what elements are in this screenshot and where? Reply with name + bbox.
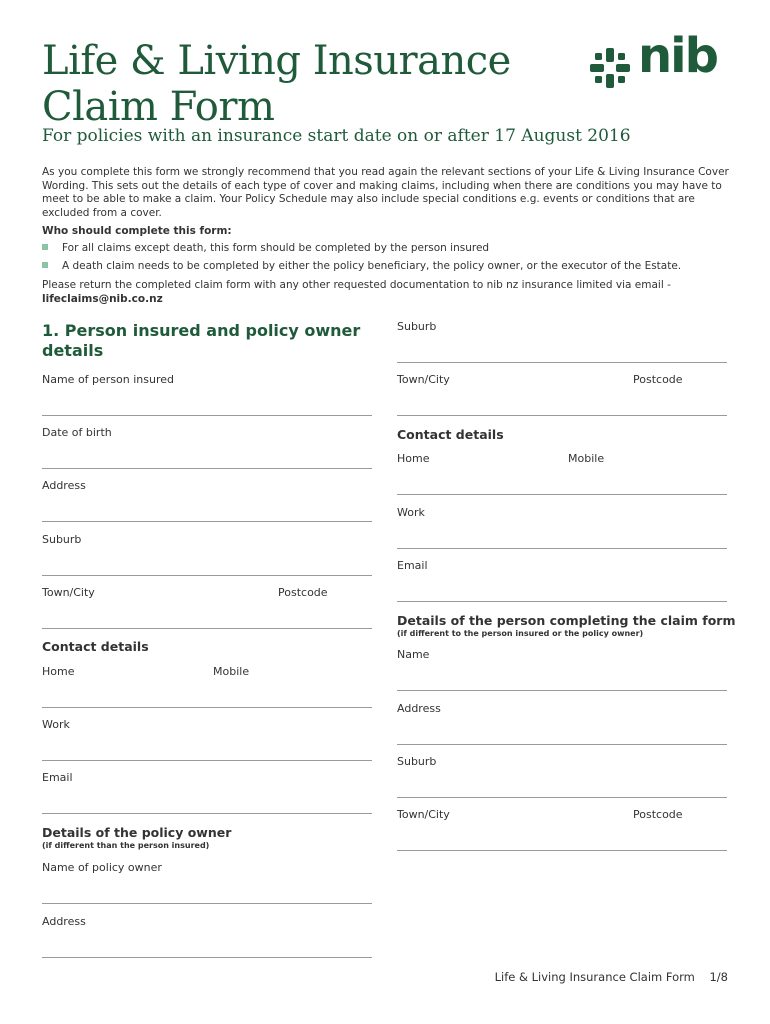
owner-postcode-label: Postcode <box>633 373 683 386</box>
claims-email[interactable]: lifeclaims@nib.co.nz <box>42 292 163 305</box>
bullet-item: A death claim needs to be completed by either the policy beneficiary, the policy owner, or the executor of the Estate. <box>42 260 681 272</box>
mobile-label: Mobile <box>213 665 250 678</box>
owner-name-field[interactable] <box>42 903 372 904</box>
owner-name-label: Name of policy owner <box>42 861 162 874</box>
owner-address-label: Address <box>42 915 86 928</box>
section1-heading: 1. Person insured and policy owner details <box>42 321 361 360</box>
completer-address-field[interactable] <box>397 744 727 745</box>
suburb-field[interactable] <box>42 575 372 576</box>
owner-work-field[interactable] <box>397 548 727 549</box>
owner-contact-heading: Contact details <box>397 427 504 442</box>
owner-home-label: Home <box>397 452 430 465</box>
completer-suburb-field[interactable] <box>397 797 727 798</box>
completer-suburb-label: Suburb <box>397 755 437 768</box>
address-field[interactable] <box>42 521 372 522</box>
owner-address-field[interactable] <box>42 957 372 958</box>
name-insured-label: Name of person insured <box>42 373 175 386</box>
completer-heading: Details of the person completing the claim form <box>397 613 736 628</box>
footer-doc-name: Life & Living Insurance Claim Form <box>494 970 695 984</box>
town-label: Town/City <box>42 586 95 599</box>
completer-note: (if different to the person insured or the policy owner) <box>397 629 644 638</box>
postcode-label: Postcode <box>278 586 328 599</box>
completer-name-field[interactable] <box>397 690 727 691</box>
owner-mobile-label: Mobile <box>568 452 605 465</box>
owner-town-label: Town/City <box>397 373 450 386</box>
suburb-label: Suburb <box>42 533 82 546</box>
address-label: Address <box>42 479 86 492</box>
footer-page-number: 1/8 <box>709 970 728 984</box>
owner-suburb-label: Suburb <box>397 320 437 333</box>
completer-address-label: Address <box>397 702 441 715</box>
email-field[interactable] <box>42 813 372 814</box>
form-subtitle: For policies with an insurance start date on or after 17 August 2016 <box>42 126 631 146</box>
completer-postcode-label: Postcode <box>633 808 683 821</box>
dob-label: Date of birth <box>42 426 112 439</box>
home-label: Home <box>42 665 75 678</box>
owner-email-field[interactable] <box>397 601 727 602</box>
bullet-square-icon <box>42 262 48 268</box>
completer-name-label: Name <box>397 648 430 661</box>
who-heading: Who should complete this form: <box>42 225 232 237</box>
owner-town-postcode-field[interactable] <box>397 415 727 416</box>
email-label: Email <box>42 771 73 784</box>
town-postcode-field[interactable] <box>42 628 372 629</box>
form-title: Life & Living Insurance Claim Form <box>42 38 511 130</box>
completer-town-label: Town/City <box>397 808 450 821</box>
owner-email-label: Email <box>397 559 428 572</box>
owner-home-mobile-field[interactable] <box>397 494 727 495</box>
policy-owner-heading: Details of the policy owner <box>42 825 232 840</box>
owner-work-label: Work <box>397 506 425 519</box>
bullet-item: For all claims except death, this form should be completed by the person insured <box>42 242 489 254</box>
dob-field[interactable] <box>42 468 372 469</box>
asterisk-icon <box>590 48 630 88</box>
work-field[interactable] <box>42 760 372 761</box>
policy-owner-note: (if different than the person insured) <box>42 841 210 850</box>
page-footer <box>495 970 728 984</box>
intro-paragraph: As you complete this form we strongly recommend that you read again the relevant sections of your Life & Living Insurance Cover Wording. This sets out the details of each type of cover and making claims, including when there are conditions you may have to meet to be able to make a claim. Your Policy Schedule may also include special conditions e.g. events or conditions that are excluded from a cover. <box>42 166 729 219</box>
work-label: Work <box>42 718 70 731</box>
home-mobile-field[interactable] <box>42 707 372 708</box>
contact-heading: Contact details <box>42 639 149 654</box>
name-insured-field[interactable] <box>42 415 372 416</box>
return-instructions: Please return the completed claim form with any other requested documentation to nib nz insurance limited via email - lifeclaims@nib.co.nz <box>42 279 671 305</box>
owner-suburb-field[interactable] <box>397 362 727 363</box>
bullet-square-icon <box>42 244 48 250</box>
nib-logo <box>590 28 730 90</box>
logo-wordmark: nib <box>638 28 717 84</box>
completer-town-postcode-field[interactable] <box>397 850 727 851</box>
